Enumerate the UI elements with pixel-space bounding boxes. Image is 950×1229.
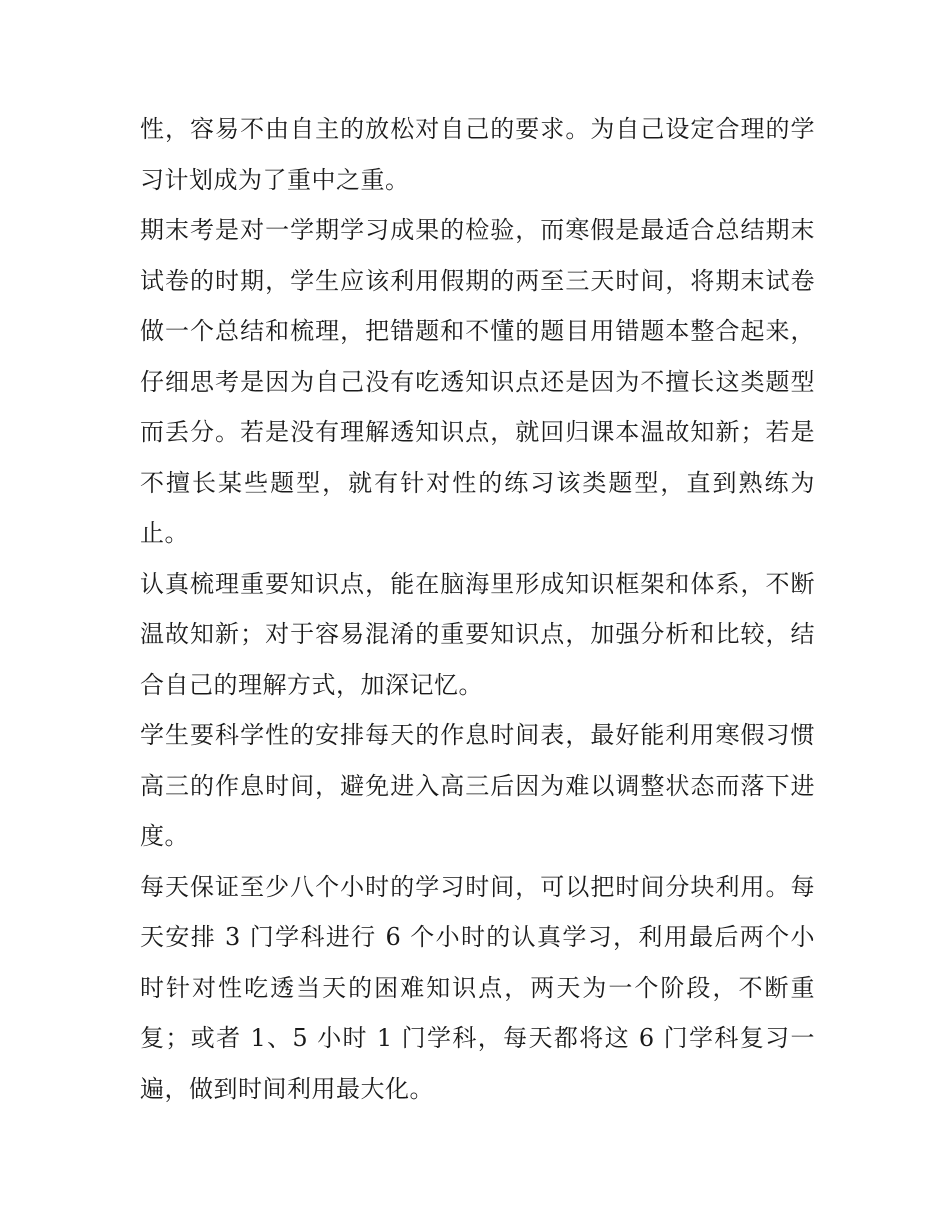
paragraph-1: 性，容易不由自主的放松对自己的要求。为自己设定合理的学习计划成为了重中之重。 <box>140 115 815 194</box>
paragraph-2: 期末考是对一学期学习成果的检验，而寒假是最适合总结期末试卷的时期，学生应该利用假期的两至三天时间，将期末试卷做一个总结和梳理，把错题和不懂的题目用错题本整合起来，仔细思考是因为自己没有吃透知识点还是因为不擅长这类题型而丢分。若是没有理解透知识点，就回归课本温故知新；若是不擅长某些题型，就有针对性的练习该类题型，直到熟练为止。 <box>140 216 815 547</box>
paragraph-3: 认真梳理重要知识点，能在脑海里形成知识框架和体系，不断温故知新；对于容易混淆的重要知识点，加强分析和比较，结合自己的理解方式，加深记忆。 <box>140 569 815 699</box>
paragraph-4: 学生要科学性的安排每天的作息时间表，最好能利用寒假习惯高三的作息时间，避免进入高三后因为难以调整状态而落下进度。 <box>140 721 815 850</box>
paragraph-5: 每天保证至少八个小时的学习时间，可以把时间分块利用。每天安排 3 门学科进行 6 个小时的认真学习，利用最后两个小时针对性吃透当天的困难知识点，两天为一个阶段，不断重复；或者 1、5 小时 1 门学科，每天都将这 6 门学科复习一遍，做到时间利用最大化。 <box>140 872 815 1103</box>
document-body <box>140 104 815 1114</box>
